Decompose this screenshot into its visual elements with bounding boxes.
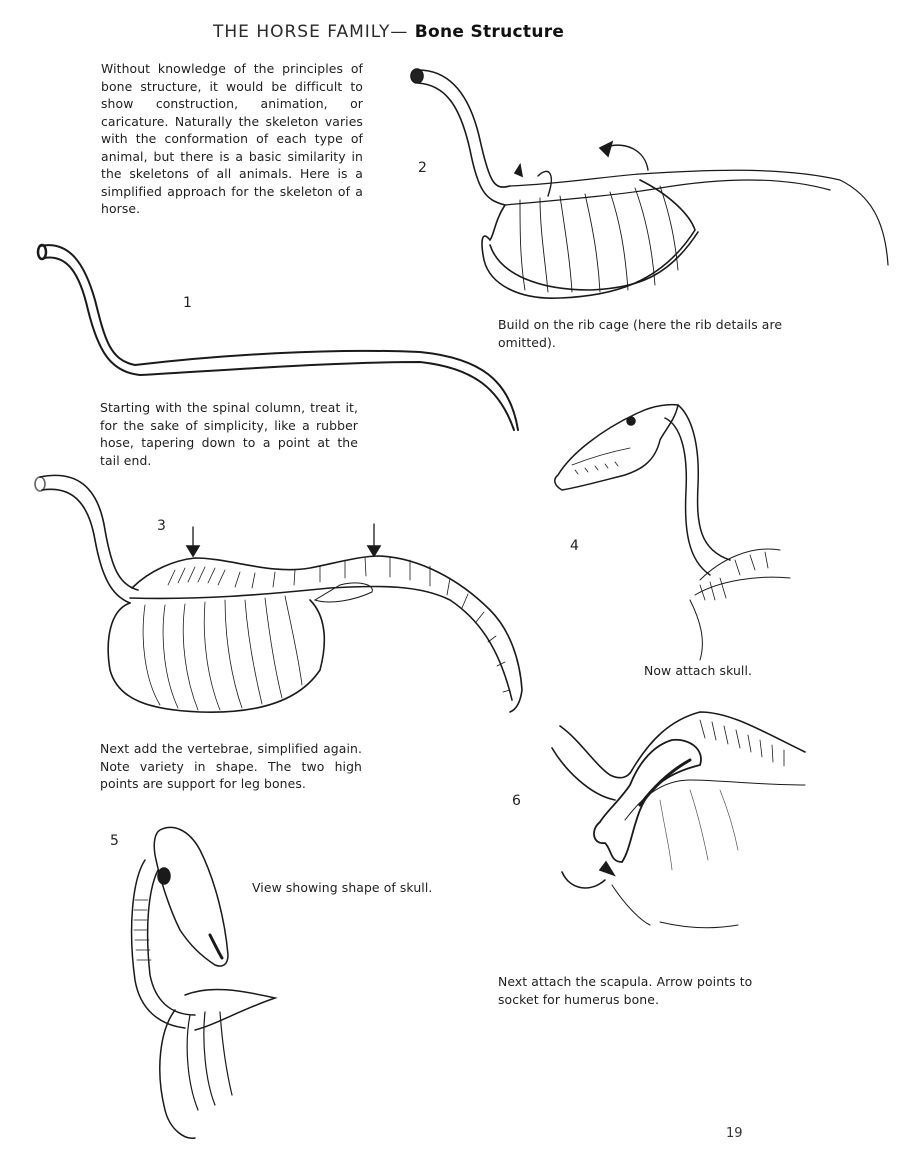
intro-paragraph: Without knowledge of the principles of bone structure, it would be difficult to show construction, animation, or caricature. Naturally the skeleton varies with the conformation of each type of animal, but there is a basic similarity in the skeletons of all animals. Here is a simplified approach for the skeleton of a horse. <box>101 61 363 216</box>
step-2-number: 2 <box>418 160 427 176</box>
page-title-main: THE HORSE FAMILY <box>213 22 391 42</box>
step-3-number: 3 <box>157 518 166 534</box>
step-6-number: 6 <box>512 793 521 809</box>
title-dash: — <box>390 22 409 42</box>
step-1-caption: Starting with the spinal column, treat it, for the sake of simplicity, like a rubber hose, tapering down to a point at the tail end. <box>100 400 358 468</box>
step-4-caption: Now attach skull. <box>644 663 753 678</box>
step-1-number: 1 <box>183 295 192 311</box>
page-subtitle: Bone Structure <box>414 22 565 42</box>
step-3-caption: Next add the vertebrae, simplified again. Note variety in shape. The two high points are support for leg bones. <box>100 741 362 791</box>
step-6-caption: Next attach the scapula. Arrow points to socket for humerus bone. <box>498 974 753 1007</box>
step-5-caption: View showing shape of skull. <box>252 880 433 895</box>
step-2-caption: Build on the rib cage (here the rib details are omitted). <box>498 317 783 350</box>
page-number: 19 <box>726 1126 743 1141</box>
step-4-number: 4 <box>570 538 579 554</box>
step-5-number: 5 <box>110 833 119 849</box>
